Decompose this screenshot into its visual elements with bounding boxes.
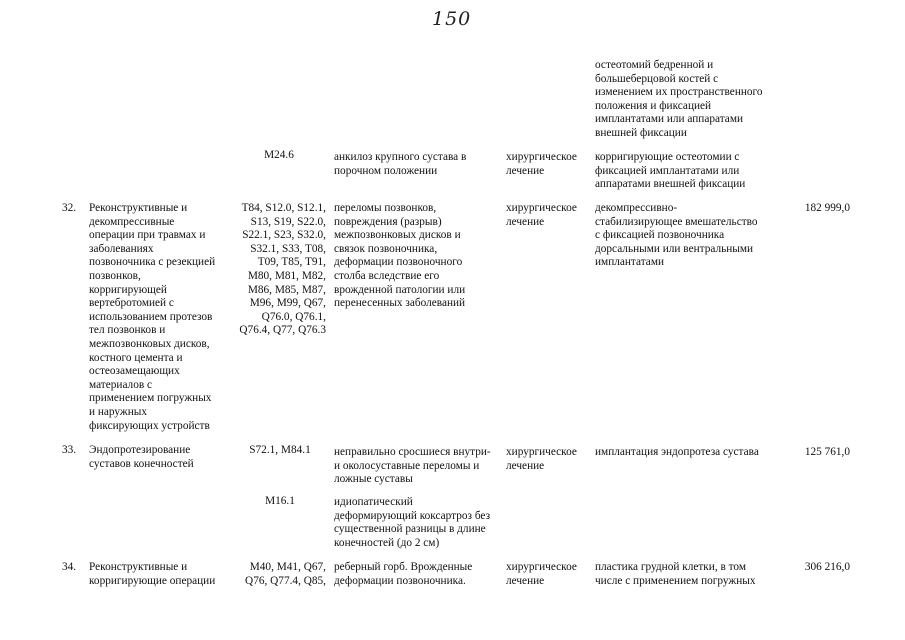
page-number: 150	[432, 8, 472, 30]
row-2-treatment: хирургическое лечение	[506, 202, 577, 228]
row-3-icd: S72.1, M84.1	[249, 444, 311, 456]
row-4-icd: M16.1	[265, 495, 295, 507]
row-3-method: имплантация эндопротеза сустава	[595, 446, 759, 458]
row-2-num: 32.	[62, 202, 77, 214]
row-2-method: декомпрессивно- стабилизирующее вмешательство с фиксацией позвоночника дорсальными или вентральными имплантатами	[595, 202, 758, 269]
row-3-name: Эндопротезирование суставов конечностей	[89, 444, 194, 470]
row-3-treatment: хирургическое лечение	[506, 446, 577, 472]
row-1-model: анкилоз крупного сустава в порочном положении	[334, 151, 467, 177]
row-1-icd: M24.6	[264, 149, 294, 161]
row-1-treatment: хирургическое лечение	[506, 151, 577, 177]
row-2-icd: T84, S12.0, S12.1, S13, S19, S22.0, S22.1, S23, S32.0, S32.1, S33, T08, T09, T85, T91, M80, M81, M82, M86, M85, M87, M96, M99, Q67, Q76.0, Q76.1, Q76.4, Q77, Q76.3	[239, 202, 326, 337]
row-5-num: 34.	[62, 561, 77, 573]
row-1-method: корригирующие остеотомии с фиксацией имплантатами или аппаратами внешней фиксации	[595, 151, 746, 191]
row-5-method: пластика грудной клетки, в том числе с применением погружных	[595, 561, 756, 587]
row-2-model: переломы позвонков, повреждения (разрыв) межпозвонковых дисков и связок позвоночника, деформации позвоночного столба вследствие его врожденной патологии или перенесенных заболеваний	[334, 202, 466, 310]
row-3-model: неправильно сросшиеся внутри- и околосуставные переломы и ложные суставы	[334, 446, 491, 486]
row-5-treatment: хирургическое лечение	[506, 561, 577, 587]
row-3-cost: 125 761,0	[804, 446, 850, 458]
row-4-model: идиопатический деформирующий коксартроз без существенной разницы в длине конечностей (до 2 см)	[334, 496, 491, 549]
row-5-model: реберный горб. Врожденные деформации позвоночника.	[334, 561, 473, 587]
row-2-name: Реконструктивные и декомпрессивные операции при травмах и заболеваниях позвоночника с резекцией позвонков, корригирующей вертебротомией с использованием протезов тел позвонков и межпозвонковых дисков, костного цемента и остеозамещающих материалов с применением погружных и наружных фиксирующих устройств	[89, 202, 216, 432]
row-5-name: Реконструктивные и корригирующие операции	[89, 561, 216, 587]
row-0-method: остеотомий бедренной и большеберцовой костей с изменением их пространственного положения и фиксацией имплантатами или аппаратами внешней фиксации	[595, 59, 763, 139]
row-2-cost: 182 999,0	[804, 202, 850, 214]
row-5-icd: M40, M41, Q67, Q76, Q77.4, Q85,	[245, 561, 326, 587]
row-5-cost: 306 216,0	[804, 561, 850, 573]
row-3-num: 33.	[62, 444, 77, 456]
